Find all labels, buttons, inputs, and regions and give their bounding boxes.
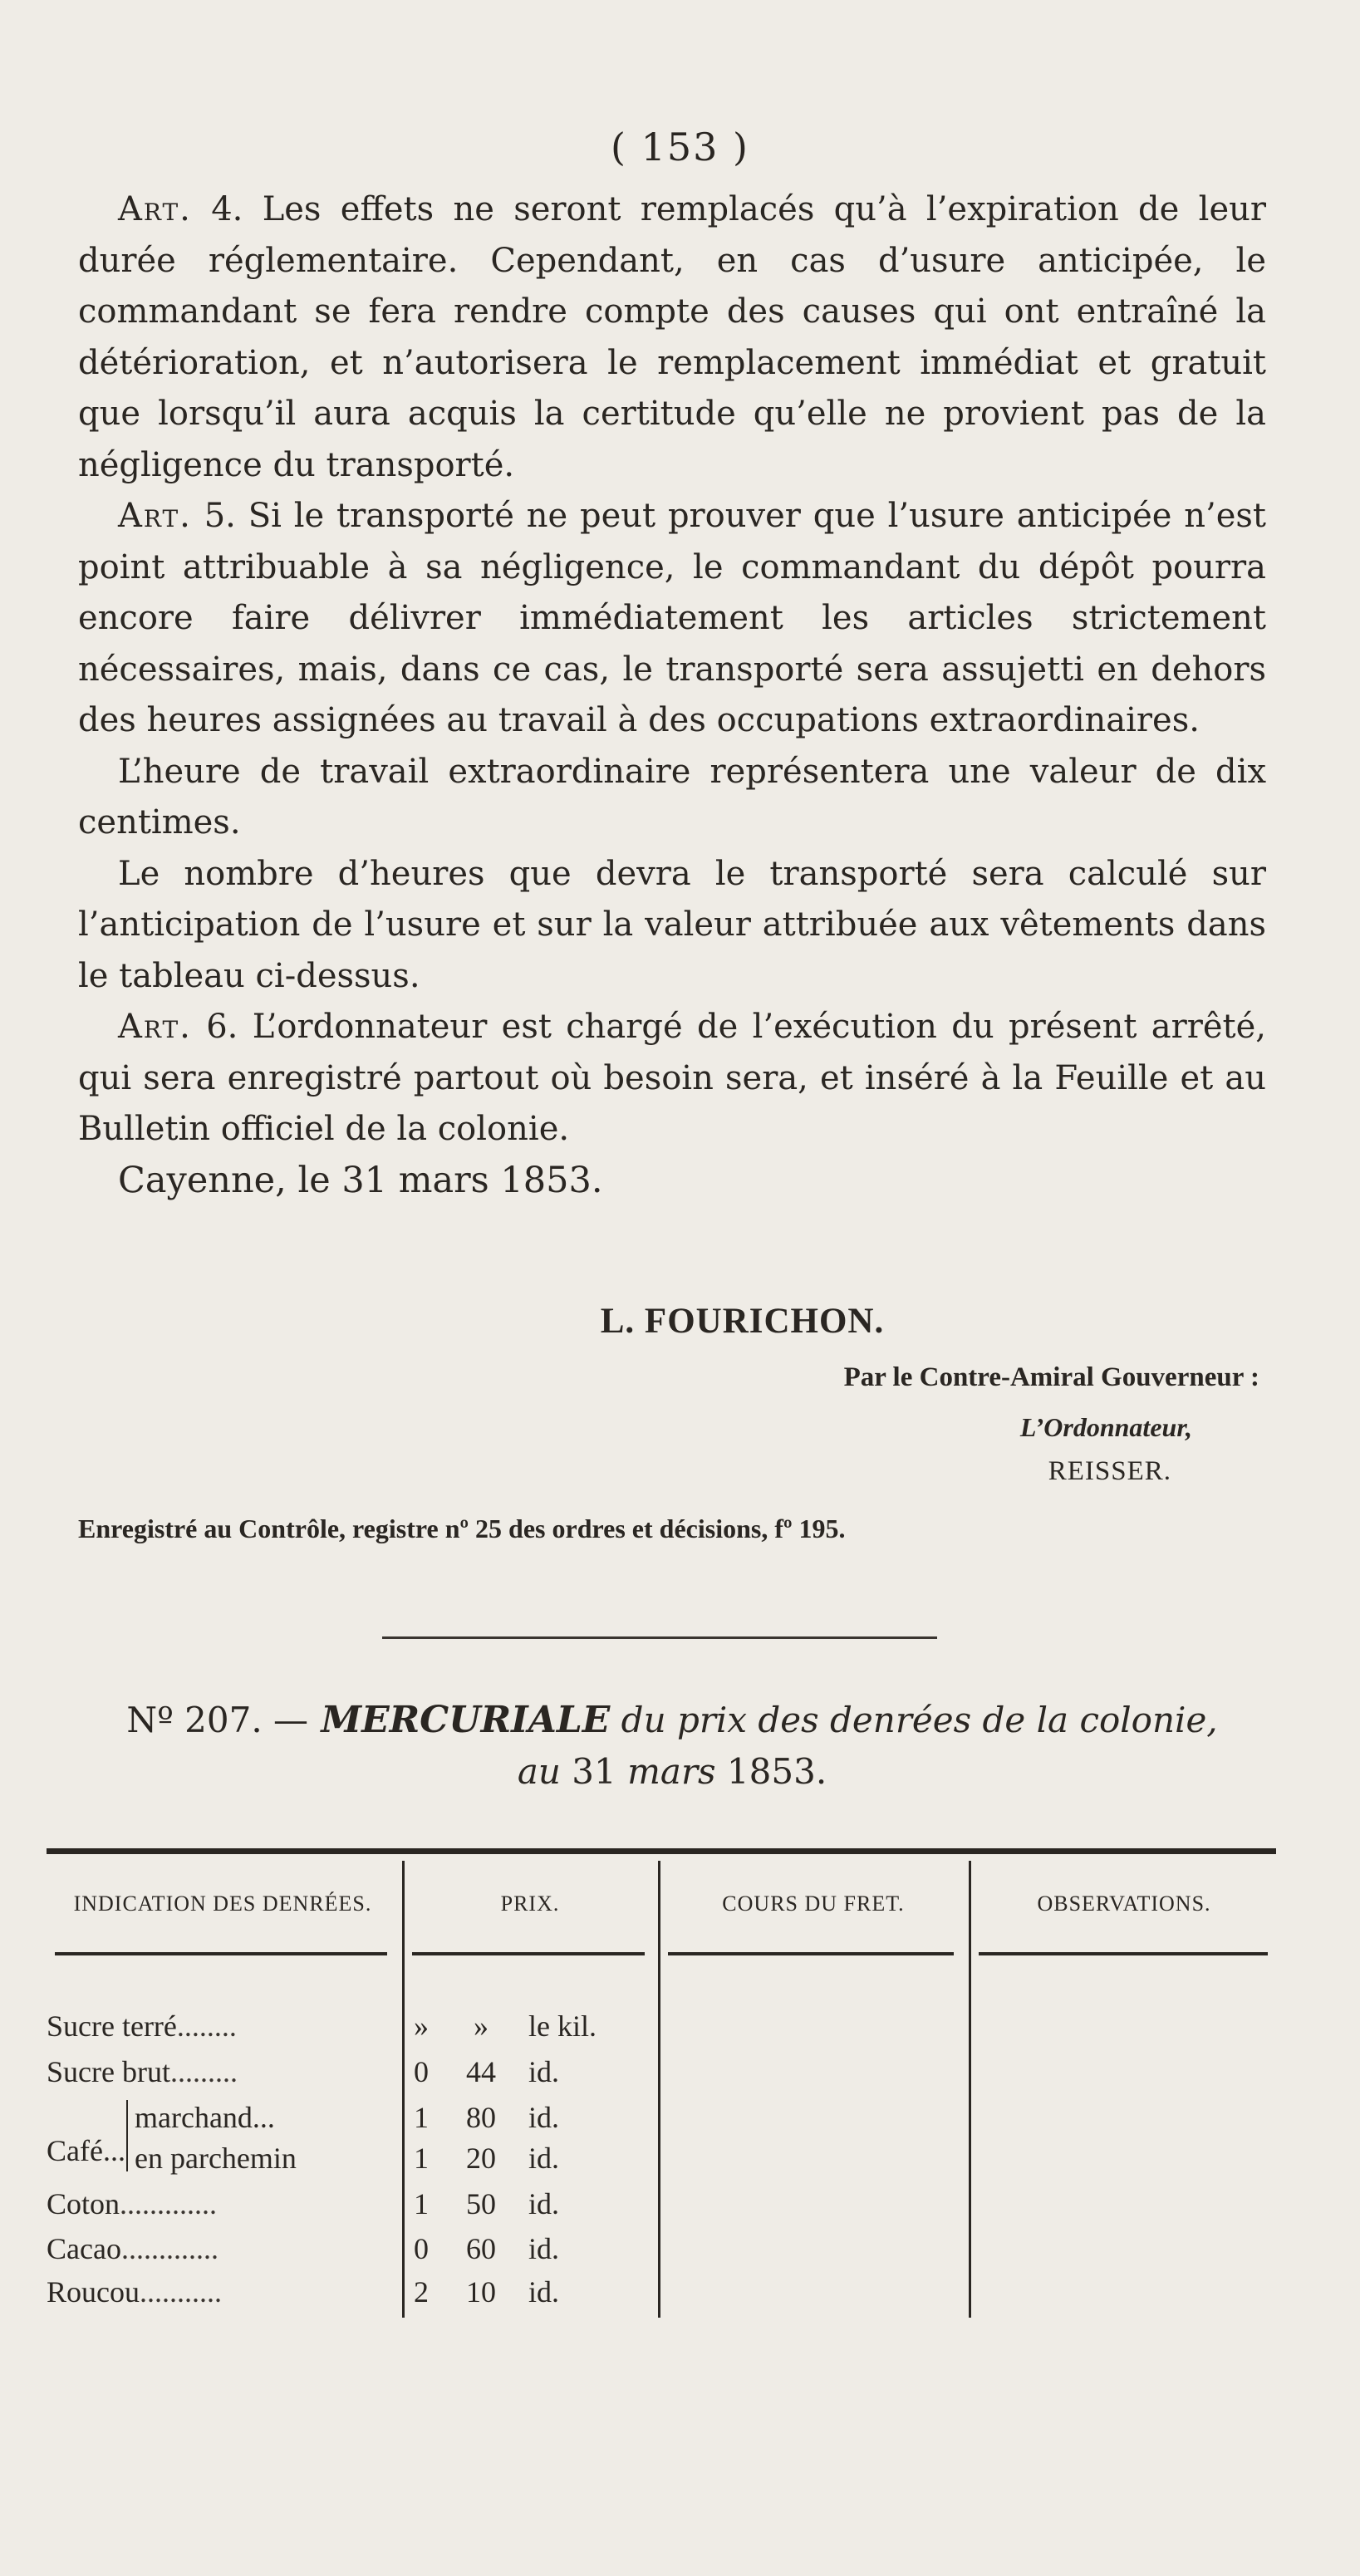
- mercuriale-date-prefix: au: [517, 1751, 561, 1792]
- price-francs: 1: [414, 2101, 429, 2134]
- mercuriale-date-year: 1853.: [715, 1751, 827, 1792]
- paragraph-date: [78, 1156, 1266, 1207]
- article-label: Art.: [118, 497, 192, 535]
- header-indication: INDICATION DES DENRÉES.: [73, 1892, 372, 1916]
- signature-authority: Par le Contre-Amiral Gouverneur :: [843, 1362, 1259, 1392]
- commodity-name: Sucre brut.........: [47, 2055, 238, 2088]
- column-divider: [402, 1861, 405, 2318]
- price-centimes: 44: [466, 2055, 496, 2088]
- price-unit: le kil.: [528, 2009, 597, 2043]
- price-centimes: »: [474, 2009, 489, 2043]
- price-francs: 0: [414, 2232, 429, 2265]
- price-francs: 0: [414, 2055, 429, 2088]
- page-number: ( 153 ): [611, 125, 749, 169]
- commodity-name: Coton.............: [47, 2187, 218, 2220]
- price-francs: 1: [414, 2142, 429, 2175]
- paragraph-art-6: [78, 1002, 1266, 1156]
- commodity-name: Sucre terré........: [47, 2009, 237, 2043]
- price-unit: id.: [528, 2232, 560, 2265]
- article-number: 6.: [191, 1008, 238, 1046]
- paragraph-text: L’heure de travail extraordinaire représentera une valeur de dix centimes.: [78, 752, 1266, 841]
- article-number: 4.: [191, 190, 243, 228]
- paragraph-art-5: [78, 491, 1266, 747]
- paragraph-art-4: [78, 184, 1266, 491]
- paragraph-heure: [78, 747, 1266, 849]
- header-observations: OBSERVATIONS.: [1037, 1892, 1211, 1916]
- price-unit: id.: [528, 2055, 560, 2088]
- price-unit: id.: [528, 2142, 560, 2175]
- commodity-name: Roucou...........: [47, 2275, 222, 2309]
- mercuriale-date-month: mars: [627, 1751, 716, 1792]
- commodity-variant: marchand...: [135, 2101, 275, 2134]
- article-number: 5.: [191, 497, 236, 535]
- mercuriale-number: Nº 207. —: [126, 1700, 309, 1740]
- header-underline: [412, 1952, 645, 1955]
- registration-note: Enregistré au Contrôle, registre nº 25 des ordres et décisions, fº 195.: [78, 1514, 846, 1543]
- brace-bracket: [126, 2100, 128, 2171]
- header-underline: [668, 1952, 954, 1955]
- price-centimes: 50: [466, 2187, 496, 2220]
- signature-signer: REISSER.: [1048, 1456, 1171, 1486]
- section-divider: [382, 1636, 937, 1639]
- header-underline: [55, 1952, 387, 1955]
- signature-name: L. FOURICHON.: [600, 1302, 885, 1341]
- table-top-rule: [47, 1848, 1276, 1854]
- mercuriale-line-1: [78, 1695, 1266, 1746]
- mercuriale-date-day: 31: [560, 1751, 628, 1792]
- date-line: Cayenne, le 31 mars 1853.: [118, 1159, 603, 1201]
- price-francs: »: [414, 2009, 429, 2043]
- commodity-name-cafe: Café...: [47, 2134, 125, 2167]
- commodity-name: Cacao.............: [47, 2232, 218, 2265]
- article-label: Art.: [118, 1008, 192, 1046]
- commodity-variant: en parchemin: [135, 2142, 297, 2175]
- mercuriale-line-2: [78, 1746, 1266, 1798]
- body-text: [78, 184, 1266, 1206]
- price-unit: id.: [528, 2101, 560, 2134]
- signature-title: L’Ordonnateur,: [1019, 1412, 1192, 1442]
- header-underline: [979, 1952, 1268, 1955]
- paragraph-text: Si le transporté ne peut prouver que l’usure anticipée n’est point attribuable à sa négligence, le commandant du dépôt pourra encore faire délivrer immédiatement les articles strictement nécessaires, mais, dans ce cas, le transporté sera assujetti en dehors des heures assignées au travail à des occupations extraordinaires.: [78, 497, 1266, 739]
- column-divider: [969, 1861, 971, 2318]
- paragraph-text: L’ordonnateur est chargé de l’exécution du présent arrêté, qui sera enregistré partout où besoin sera, et inséré à la Feuille et au Bulletin officiel de la colonie.: [78, 1008, 1266, 1148]
- mercuriale-title: [78, 1695, 1266, 1798]
- price-centimes: 10: [466, 2275, 496, 2309]
- column-divider: [658, 1861, 660, 2318]
- price-francs: 2: [414, 2275, 429, 2309]
- price-francs: 1: [414, 2187, 429, 2220]
- price-centimes: 60: [466, 2232, 496, 2265]
- price-unit: id.: [528, 2275, 560, 2309]
- mercuriale-subject: du prix des denrées de la colonie,: [610, 1700, 1218, 1740]
- price-unit: id.: [528, 2187, 560, 2220]
- header-cours-du-fret: COURS DU FRET.: [722, 1892, 905, 1916]
- paragraph-nombre: [78, 849, 1266, 1003]
- price-centimes: 80: [466, 2101, 496, 2134]
- header-prix: PRIX.: [500, 1892, 560, 1916]
- article-label: Art.: [118, 190, 192, 228]
- price-centimes: 20: [466, 2142, 496, 2175]
- paragraph-text: Le nombre d’heures que devra le transporté sera calculé sur l’anticipation de l’usure et sur la valeur attribuée aux vêtements dans le tableau ci-dessus.: [78, 854, 1266, 995]
- paragraph-text: Les effets ne seront remplacés qu’à l’expiration de leur durée réglementaire. Cependant, en cas d’usure anticipée, le commandant se fera rendre compte des causes qui ont entraîné la détérioration, et n’autorisera le remplacement immédiat et gratuit que lorsqu’il aura acquis la certitude qu’elle ne provient pas de la négligence du transporté.: [78, 190, 1267, 484]
- mercuriale-heading: MERCURIALE: [308, 1699, 611, 1741]
